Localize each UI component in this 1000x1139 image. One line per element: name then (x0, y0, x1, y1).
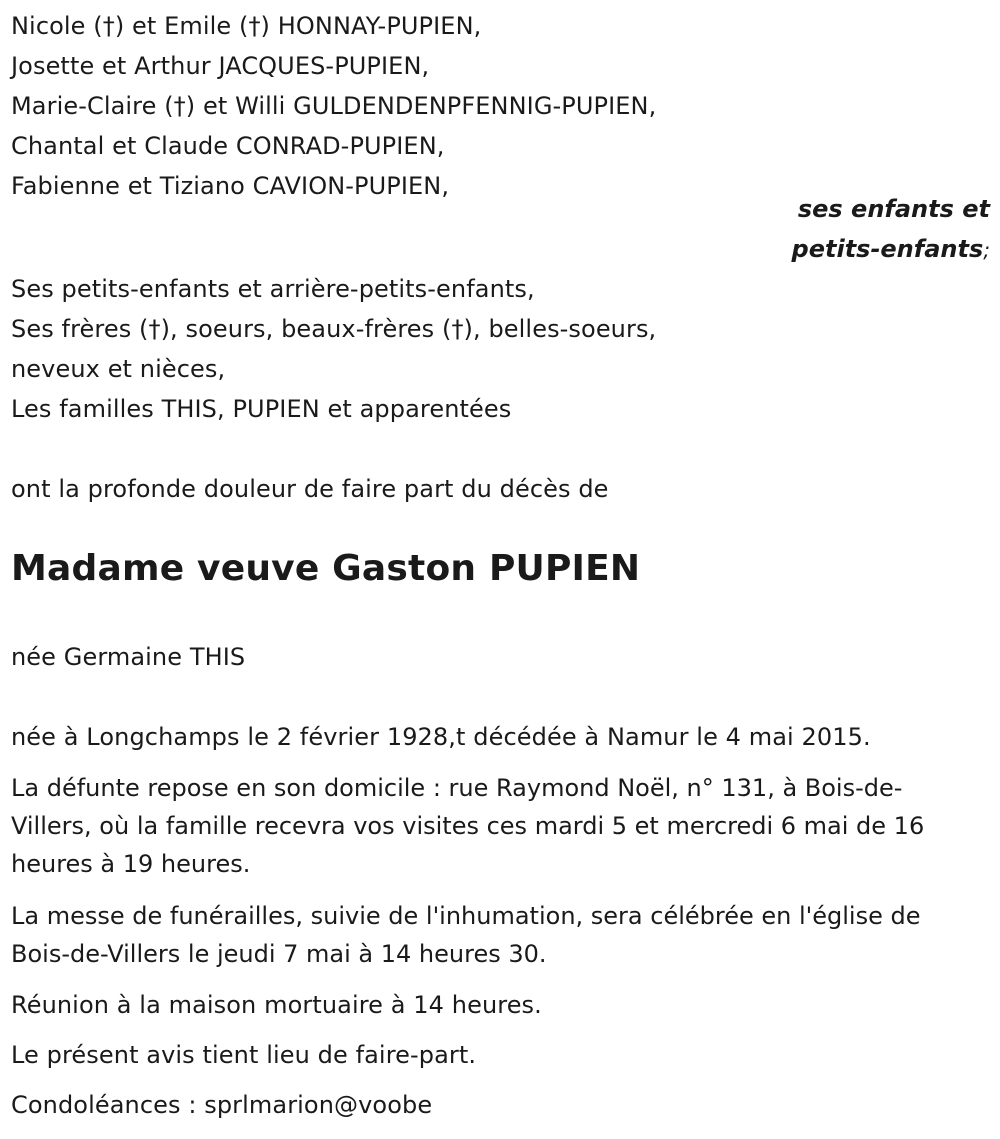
deceased-name: Madame veuve Gaston PUPIEN (11, 548, 641, 589)
meeting-details: Réunion à la maison mortuaire à 14 heures. (11, 991, 542, 1019)
children-label-text-2: petits-enfants (791, 235, 984, 263)
announcement-text: ont la profonde douleur de faire part du décès de (11, 475, 609, 503)
children-label-text-1: ses enfants et (797, 195, 990, 223)
repose-details: La défunte repose en son domicile : rue Raymond Noël, n° 131, à Bois-de-Villers, où la famille recevra vos visites ces mardi 5 et mercredi 6 mai de 16 heures à 19 heures. (11, 774, 925, 878)
relatives-line-4: Les familles THIS, PUPIEN et apparentées (11, 395, 512, 423)
relatives-line-2: Ses frères (†), soeurs, beaux-frères (†), belles-soeurs, (11, 315, 657, 343)
children-label-line-2 (792, 229, 990, 270)
family-line-2: Josette et Arthur JACQUES-PUPIEN, (11, 52, 430, 80)
family-line-5: Fabienne et Tiziano CAVION-PUPIEN, (11, 172, 450, 200)
children-label-line-1 (798, 189, 990, 229)
maiden-name: née Germaine THIS (11, 643, 246, 671)
notice-text: Le présent avis tient lieu de faire-part. (11, 1041, 477, 1069)
family-line-3: Marie-Claire (†) et Willi GULDENDENPFENNIG-PUPIEN, (11, 92, 657, 120)
children-label-punct: ; (983, 238, 990, 262)
mass-details: La messe de funérailles, suivie de l'inhumation, sera célébrée en l'église de Bois-de-Villers le jeudi 7 mai à 14 heures 30. (11, 902, 921, 968)
relatives-line-3: neveux et nièces, (11, 355, 226, 383)
family-line-1: Nicole (†) et Emile (†) HONNAY-PUPIEN, (11, 12, 482, 40)
birth-death-details: née à Longchamps le 2 février 1928,t décédée à Namur le 4 mai 2015. (11, 723, 871, 751)
condolences-text: Condoléances : sprlmarion@voobe (11, 1091, 433, 1119)
family-line-4: Chantal et Claude CONRAD-PUPIEN, (11, 132, 445, 160)
relatives-line-1: Ses petits-enfants et arrière-petits-enfants, (11, 275, 535, 303)
